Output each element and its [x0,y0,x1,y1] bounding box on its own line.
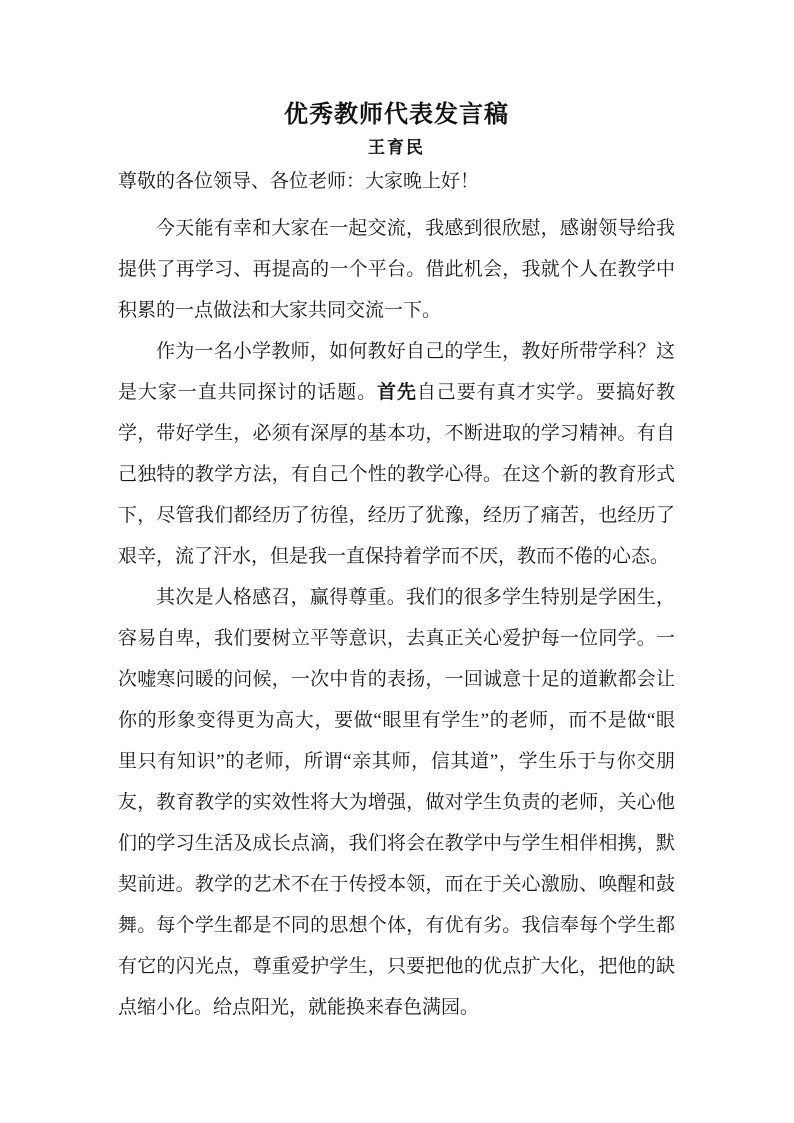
paragraph-1 [118,161,675,202]
document-title: 优秀教师代表发言稿 [284,102,509,128]
text-run: 其次是人格感召，赢得尊重。我们的很多学生特别是学困生，容易自卑，我们要树立平等意识，去真正关心爱护每一位同学。一次嘘寒问暖的问候，一次中肯的表扬，一回诚意十足的道歉都会让你的形象变得更为高大，要做“眼里有学生”的老师，而不是做“眼里只有知识”的老师，所谓“亲其师，信其道”，学生乐于与你交朋友，教育教学的实效性将大为增强，做对学生负责的老师，关心他们的学习生活及成长点滴，我们将会在教学中与学生相伴相携，默契前进。教学的艺术不在于传授本领，而在于关心激励、唤醒和鼓舞。每个学生都是不同的思想个体，有优有劣。我信奉每个学生都有它的闪光点，尊重爱护学生，只要把他的优点扩大化，把他的缺点缩小化。给点阳光，就能换来春色满园。 [118,587,675,1018]
text-run: 自己要有真才实学。要搞好教学，带好学生，必须有深厚的基本功，不断进取的学习精神。有自己独特的教学方法，有自己个性的教学心得。在这个新的教育形式下，尽管我们都经历了彷徨，经历了犹豫，经历了痛苦，也经历了艰辛，流了汗水，但是我一直保持着学而不厌，教而不倦的心态。 [118,382,675,567]
paragraph-3 [118,331,675,577]
text-run-bold: 首先 [377,382,417,403]
text-run: 作为一名小学教师，如何教好自己的学生，教好所带学科？这是大家一直共同探讨的话题。 [118,341,675,403]
text-run: 今天能有幸和大家在一起交流，我感到很欣慰，感谢领导给我提供了再学习、再提高的一个平台。借此机会，我就个人在教学中积累的一点做法和大家共同交流一下。 [118,218,675,321]
paragraph-2 [118,208,675,331]
text-run: 尊敬的各位领导、各位老师：大家晚上好！ [118,171,480,192]
paragraph-4 [118,577,675,1028]
document-author: 王育民 [368,138,425,157]
document-body [118,161,675,1028]
